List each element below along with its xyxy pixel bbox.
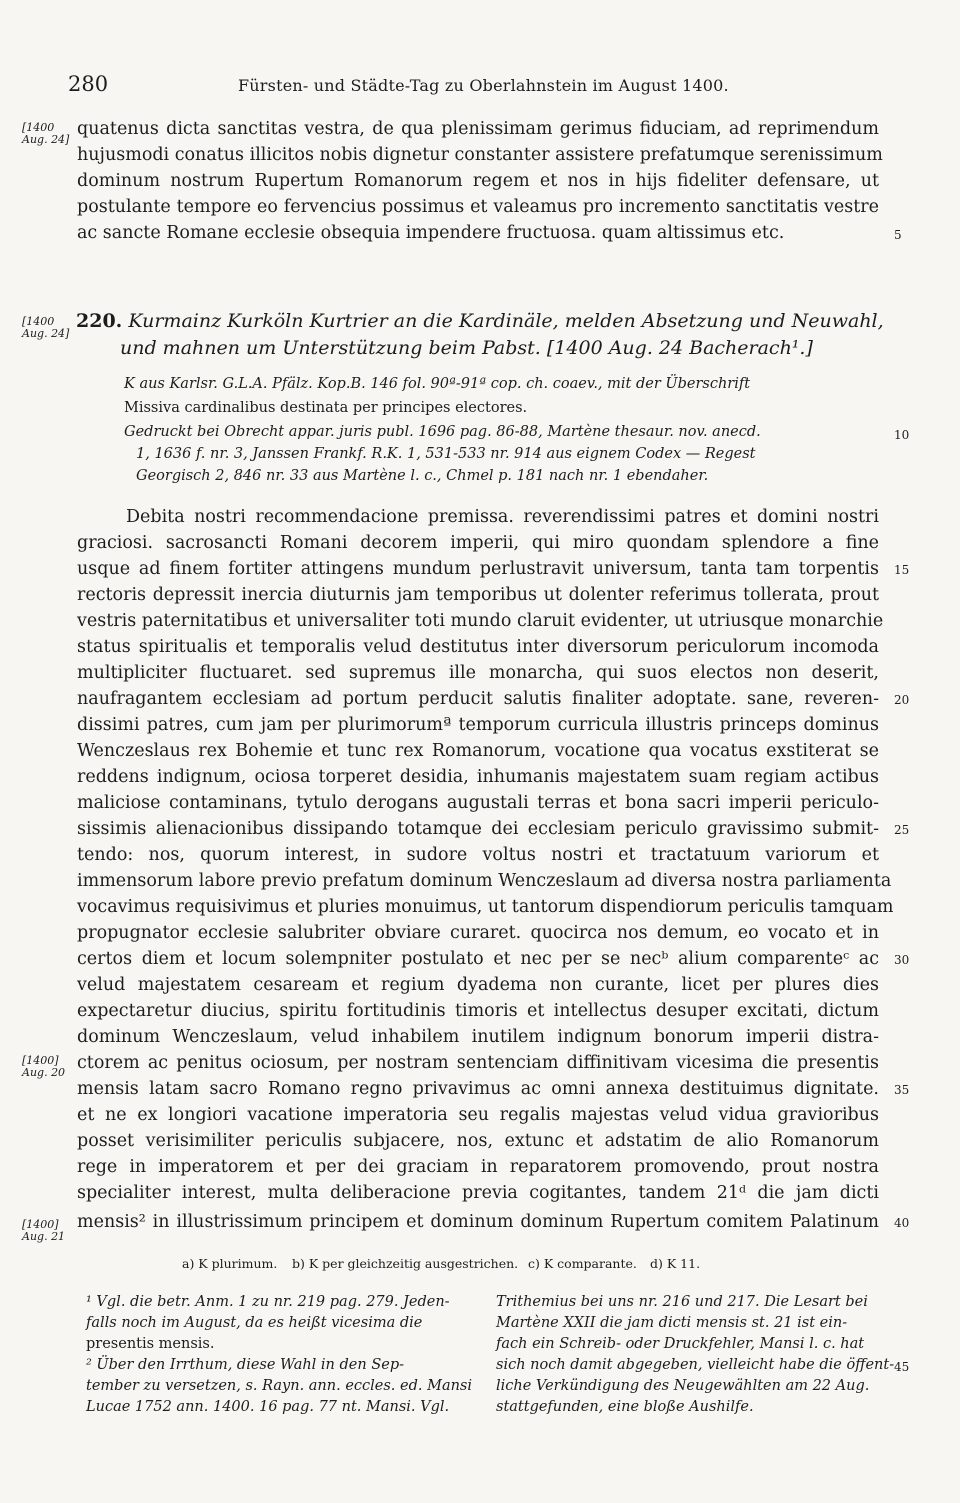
title-line-2: und mahnen um Unterstützung beim Pabst. [1400 Aug. 24 Bacherach¹.]	[120, 337, 813, 359]
text-line: quatenus dicta sanctitas vestra, de qua plenissimam gerimus fiduciam, ad reprimendum	[77, 119, 879, 139]
text-line: multipliciter fluctuaret. sed supremus ille monarcha, qui suos electos non deserit,	[77, 663, 879, 683]
line-number: 25	[894, 823, 910, 837]
text-line: maliciose contaminans, tytulo derogans augustali terras et bona sacri imperii periculo-	[77, 793, 879, 813]
text-line: dissimi patres, cum jam per plurimorumª temporum curricula illustris princeps dominus	[77, 715, 879, 735]
source-line: K aus Karlsr. G.L.A. Pfälz. Kop.B. 146 fol. 90ª-91ª cop. ch. coaev., mit der Überschrift	[124, 376, 751, 392]
text-line: sissimis alienacionibus dissipando totamque dei ecclesiam periculo gravissimo submit-	[77, 819, 879, 839]
text-line: certos diem et locum solempniter postulato et nec per se necᵇ alium comparenteᶜ ac	[77, 949, 879, 969]
text-line: rege in imperatorem et per dei graciam in reparatorem promovendo, prout nostra	[77, 1157, 879, 1177]
text-line: status spiritualis et temporalis velud destitutus inter diversorum periculorum incomoda	[77, 637, 879, 657]
line-number: 30	[894, 953, 910, 967]
margin-date-note: [1400 Aug. 24]	[22, 315, 70, 340]
text-line: velud majestatem cesaream et regium dyadema non curante, licet per plures dies	[77, 975, 879, 995]
text-line: specialiter interest, multa deliberacione previa cogitantes, tandem 21ᵈ die jam dicti	[77, 1183, 879, 1203]
text-line: Debita nostri recommendacione premissa. reverendissimi patres et domini nostri	[126, 507, 879, 527]
line-number: 40	[894, 1216, 910, 1230]
text-line: ctorem ac penitus ociosum, per nostram sentenciam diffinitivam vicesima die presentis	[77, 1053, 879, 1073]
margin-date-note: [1400] Aug. 20	[22, 1054, 66, 1079]
text-line: dominum nostrum Rupertum Romanorum regem et nos in hijs fideliter defensare, ut	[77, 171, 879, 191]
text-line: posset verisimiliter periculis subjacere, nos, extunc et adstatim de alio Romanorum	[77, 1131, 879, 1151]
text-line: mensis² in illustrissimum principem et dominum dominum Rupertum comitem Palatinum	[77, 1212, 879, 1232]
source-line: Gedruckt bei Obrecht appar. juris publ. 1696 pag. 86-88, Martène thesaur. nov. anecd.	[124, 424, 761, 440]
text-line: propugnator ecclesie salubriter obviare curaret. quocirca nos demum, eo vocato et in	[77, 923, 879, 943]
running-title: Fürsten- und Städte-Tag zu Oberlahnstein im August 1400.	[238, 76, 729, 95]
line-number: 5	[894, 228, 902, 242]
footnote-line: liche Verkündigung des Neugewählten am 22 Aug.	[496, 1378, 870, 1394]
footnote-line: sich noch damit abgegeben, vielleicht habe die öffent-	[496, 1357, 895, 1373]
text-line: ac sancte Romane ecclesie obsequia impendere fructuosa. quam altissimus etc.	[77, 223, 785, 243]
line-number: 45	[894, 1360, 910, 1374]
text-line: tendo: nos, quorum interest, in sudore voltus nostri et tractatuum variorum et	[77, 845, 879, 865]
variant-footnote-c: c) K comparante.	[528, 1256, 637, 1271]
line-number: 10	[894, 428, 910, 442]
text-line: Wenczeslaus rex Bohemie et tunc rex Romanorum, vocatione qua vocatus exstiterat se	[77, 741, 879, 761]
text-line: et ne ex longiori vacatione imperatoria seu regalis majestas velud vidua gravioribus	[77, 1105, 879, 1125]
variant-footnote-b: b) K per gleichzeitig ausgestrichen.	[292, 1256, 519, 1271]
footnote-line: Trithemius bei uns nr. 216 und 217. Die Lesart bei	[496, 1294, 868, 1310]
line-number: 35	[894, 1083, 910, 1097]
footnote-line: ¹ Vgl. die betr. Anm. 1 zu nr. 219 pag. 279. Jeden-	[86, 1294, 450, 1310]
text-line: reddens indignum, ociosa torperet desidia, inhumanis majestatem suam regiam actibus	[77, 767, 879, 787]
text-line: mensis latam sacro Romano regno privavimus ac omni annexa destituimus dignitate.	[77, 1079, 879, 1099]
text-line: vocavimus requisivimus et pluries monuimus, ut tantorum dispendiorum periculis tamquam	[77, 897, 894, 917]
page-header	[68, 72, 888, 102]
source-line: Georgisch 2, 846 nr. 33 aus Martène l. c., Chmel p. 181 nach nr. 1 ebendaher.	[136, 468, 709, 484]
footnote-line: fach ein Schreib- oder Druckfehler, Mansi l. c. hat	[496, 1336, 865, 1352]
title-line-1: Kurmainz Kurköln Kurtrier an die Kardinäle, melden Absetzung und Neuwahl,	[128, 310, 884, 332]
text-line: expectaretur diucius, spiritu fortitudinis timoris et intellectus desuper excitati, dictum	[77, 1001, 879, 1021]
footnote-line: Lucae 1752 ann. 1400. 16 pag. 77 nt. Mansi. Vgl.	[86, 1399, 450, 1415]
footnote-line: tember zu versetzen, s. Rayn. ann. eccles. ed. Mansi	[86, 1378, 473, 1394]
text-line: vestris paternitatibus et universaliter toti mundo claruit evidenter, ut utriusque monarchie	[77, 611, 884, 631]
text-line: usque ad finem fortiter attingens mundum perlustravit universum, tanta tam torpentis	[77, 559, 879, 579]
source-line: Missiva cardinalibus destinata per principes electores.	[124, 400, 528, 416]
text-line: immensorum labore previo prefatum dominum Wenczeslaum ad diversa nostra parliamenta	[77, 871, 892, 891]
footnote-line: falls noch im August, da es heißt vicesima die	[86, 1315, 423, 1331]
variant-footnote-d: d) K 11.	[650, 1256, 701, 1271]
text-line: graciosi. sacrosancti Romani decorem imperii, qui miro quondam splendore a fine	[77, 533, 879, 553]
document-title	[76, 310, 884, 332]
variant-footnote-a: a) K plurimum.	[182, 1256, 278, 1271]
footnote-line: presentis mensis.	[86, 1336, 215, 1352]
text-line: rectoris depressit inercia diuturnis jam temporibus ut dolenter referimus tollerata, prout	[77, 585, 879, 605]
footnote-line: ² Über den Irrthum, diese Wahl in den Sep-	[86, 1357, 405, 1373]
line-number: 20	[894, 693, 910, 707]
margin-date-note: [1400 Aug. 24]	[22, 121, 70, 146]
source-line: 1, 1636 f. nr. 3, Janssen Frankf. R.K. 1, 531-533 nr. 914 aus eignem Codex — Regest	[136, 446, 756, 462]
footnote-line: stattgefunden, eine bloße Aushilfe.	[496, 1399, 754, 1415]
line-number: 15	[894, 563, 910, 577]
text-line: hujusmodi conatus illicitos nobis dignetur constanter assistere prefatumque serenissimum	[77, 145, 883, 165]
text-line: naufragantem ecclesiam ad portum perducit salutis finaliter adoptate. sane, reveren-	[77, 689, 879, 709]
text-line: postulante tempore eo fervencius possimus et valeamus pro incremento sanctitatis vestre	[77, 197, 879, 217]
text-line: dominum Wenczeslaum, velud inhabilem inutilem indignum bonorum imperii distra-	[77, 1027, 879, 1047]
document-number: 220.	[76, 310, 123, 332]
page-number: 280	[68, 72, 109, 96]
footnote-line: Martène XXII die jam dicti mensis st. 21 ist ein-	[496, 1315, 848, 1331]
margin-date-note: [1400] Aug. 21	[22, 1218, 66, 1243]
